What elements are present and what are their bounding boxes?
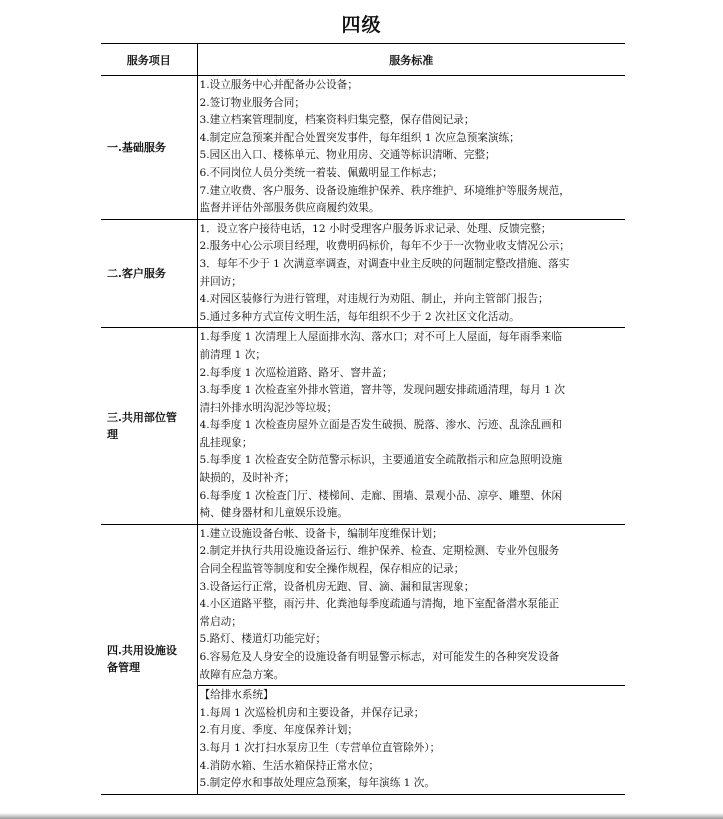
standard-line: 1.建立设施设备台帐、设备卡，编制年度维保计划；	[199, 527, 443, 540]
standard-line: 5.路灯、楼道灯功能完好；	[199, 633, 327, 646]
standard-line: 2.每季度 1 次巡检道路、路牙、窨井盖；	[199, 366, 393, 379]
standard-line: 5.每季度 1 次检查安全防范警示标识，主要通道安全疏散指示和应急照明设施	[199, 454, 563, 467]
standard-line: 6.容易危及人身安全的设施设备有明显警示标志，对可能发生的各种突发设备	[199, 651, 560, 663]
service-standard-table	[101, 43, 625, 795]
header-service-standard: 服务标准	[197, 44, 625, 76]
table-row	[101, 76, 625, 220]
page-title: 四级	[341, 14, 382, 36]
standard-line: 1.设立服务中心并配备办公设备；	[199, 79, 358, 91]
service-item-cell	[101, 219, 197, 328]
standard-line: 2.签订物业服务合同；	[199, 96, 305, 109]
service-item-label: 三.共用部位管	[107, 411, 177, 425]
service-standard-cell	[197, 328, 625, 525]
table-row	[101, 328, 625, 525]
table-row	[101, 219, 625, 328]
standard-line: 3.设备运行正常，设备机房无跑、冒、滴、漏和鼠害现象；	[199, 580, 475, 593]
standard-line: 4.对园区装修行为进行管理，对违规行为劝阻、制止，并向主管部门报告；	[199, 293, 549, 306]
standard-line: 5.通过多种方式宣传文明生活，每年组织不少于 2 次社区文化活动。	[199, 310, 520, 323]
header-service-item: 服务项目	[101, 44, 197, 76]
standard-line: 3.每季度 1 次检查室外排水管道，窨井等，发现问题安排疏通清理，每月 1 次	[199, 384, 565, 397]
standard-line: 椅、健身器材和儿童娱乐设施。	[199, 507, 348, 520]
standard-line: 4.消防水箱、生活水箱保持正常水位；	[199, 759, 380, 772]
standard-line: 2.有月度、季度、年度保养计划；	[199, 724, 358, 737]
standard-line: 4.每季度 1 次检查房屋外立面是否发生破损、脱落、渗水、污迹、乱涂乱画和	[199, 419, 563, 432]
service-item-cell	[101, 328, 197, 525]
service-item-label: 备管理	[107, 661, 140, 675]
standard-line: 1.每周 1 次巡检机房和主要设备，并保存记录；	[199, 706, 425, 719]
water-system-standard-cell	[197, 686, 625, 795]
standard-line: 乱挂现象；	[199, 436, 253, 449]
standard-line: 2.服务中心公示项目经理，收费明码标价，每年不少于一次物业收支情况公示；	[199, 240, 570, 253]
standard-line: 缺损的，及时补齐；	[199, 472, 295, 485]
page-bottom-edge	[0, 813, 723, 819]
standard-line: 清扫外排水明沟泥沙等垃圾；	[199, 401, 338, 414]
standard-line: 3.每月 1 次打扫水泵房卫生（专营单位直管除外）；	[199, 741, 441, 754]
service-standard-cell	[197, 219, 625, 328]
standard-line: 4.小区道路平整，雨污井、化粪池每季度疏通与清掏，地下室配备潜水泵能正	[199, 598, 560, 611]
service-item-label: 四.共用设施设	[107, 644, 177, 658]
service-standard-cell	[197, 524, 625, 685]
standard-line: 3.建立档案管理制度，档案资料归集完整，保存借阅记录；	[199, 114, 475, 127]
standard-line: 5.园区出入口、楼栋单元、物业用房、交通等标识清晰、完整；	[199, 149, 496, 162]
service-item-label: 二.客户服务	[107, 267, 166, 281]
standard-line: 2.制定并执行共用设施设备运行、维护保养、检查、定期检测、专业外包服务	[199, 545, 560, 558]
standard-line: 3．每年不少于 1 次满意率调查，对调查中业主反映的问题制定整改措施、落实	[199, 257, 570, 270]
service-item-label: 一.基础服务	[107, 140, 166, 154]
standard-line: 【给排水系统】	[199, 689, 274, 702]
standard-line: 合同全程监管等制度和安全操作规程，保存相应的记录；	[199, 563, 465, 576]
standard-line: 7.建立收费、客户服务、设备设施维护保养、秩序维护、环境维护等服务规范，	[199, 184, 570, 197]
table-header-row	[101, 44, 625, 76]
standard-line: 并回访；	[199, 275, 242, 288]
standard-line: 故障有应急方案。	[199, 668, 285, 681]
standard-line: 6.每季度 1 次检查门厅、楼梯间、走廊、围墙、景观小品、凉亭、雕塑、休闲	[199, 489, 563, 502]
service-item-label: 理	[107, 428, 118, 442]
service-item-cell	[101, 524, 197, 794]
service-item-cell	[101, 76, 197, 220]
standard-line: 1．设立客户接待电话，12 小时受理客户服务诉求记录、处理、反馈完整；	[199, 222, 552, 235]
table-row	[101, 524, 625, 685]
standard-line: 5.制定停水和事故处理应急预案，每年演练 1 次。	[199, 777, 435, 790]
standard-line: 监督并评估外部服务供应商履约效果。	[199, 202, 380, 215]
standard-line: 6.不同岗位人员分类统一着装、佩戴明显工作标志；	[199, 166, 443, 179]
standard-line: 4.制定应急预案并配合处置突发事件，每年组织 1 次应急预案演练；	[199, 131, 520, 144]
standard-line: 前清理 1 次；	[199, 348, 266, 361]
standard-line: 1.每季度 1 次清理上人屋面排水沟、落水口；对不可上人屋面，每年雨季来临	[199, 331, 563, 344]
standard-line: 常启动；	[199, 615, 242, 628]
service-standard-cell	[197, 76, 625, 220]
